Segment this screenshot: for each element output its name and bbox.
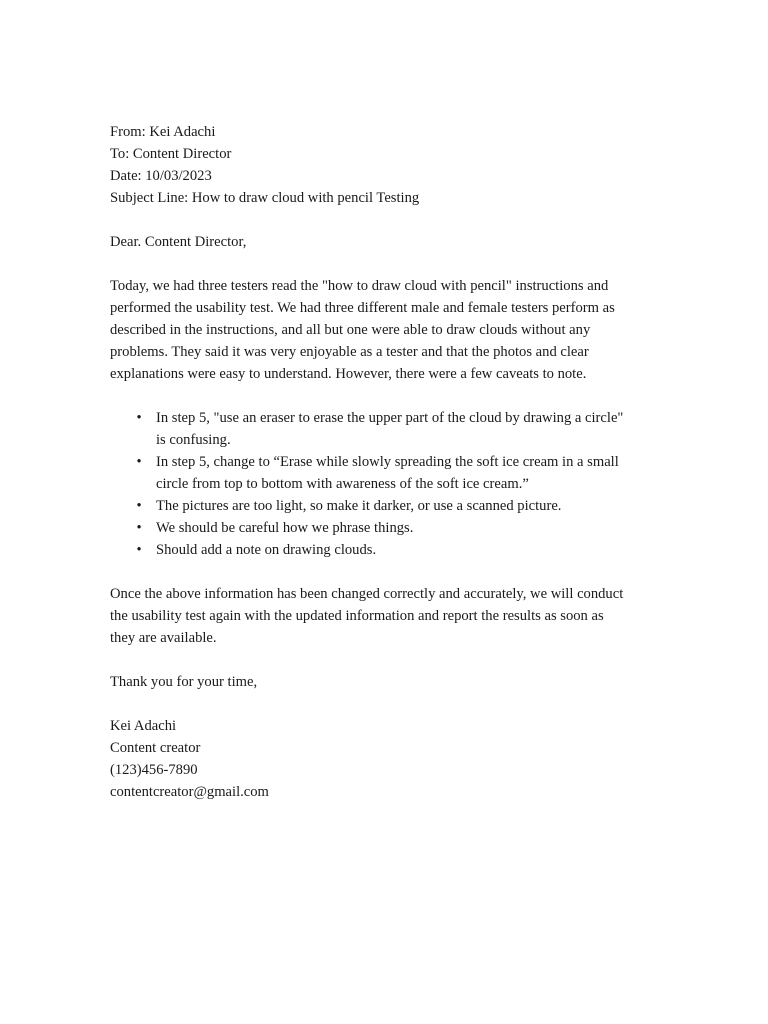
closing-text: Thank you for your time,	[110, 674, 258, 690]
followup-line: the usability test again with the updated information and report the results as soon as	[110, 608, 604, 624]
caveat-list	[110, 407, 662, 561]
list-item-text: Should add a note on drawing clouds.	[156, 542, 377, 558]
list-item-text: In step 5, "use an eraser to erase the upper part of the cloud by drawing a circle"	[156, 410, 624, 426]
list-item	[110, 517, 662, 539]
memo-from: From: Kei Adachi	[110, 124, 216, 140]
intro-line: problems. They said it was very enjoyable as a tester and that the photos and clear	[110, 344, 589, 360]
memo-content	[110, 121, 662, 803]
memo-date: Date: 10/03/2023	[110, 168, 212, 184]
bullet-icon: •	[136, 454, 142, 470]
list-item	[110, 451, 662, 495]
memo-to: To: Content Director	[110, 146, 232, 162]
list-item	[110, 539, 662, 561]
list-item-text: The pictures are too light, so make it darker, or use a scanned picture.	[156, 498, 562, 514]
signature-block	[110, 715, 662, 803]
salutation-text: Dear. Content Director,	[110, 234, 247, 250]
signature-email: contentcreator@gmail.com	[110, 784, 269, 800]
list-item-text: circle from top to bottom with awareness of the soft ice cream.”	[156, 476, 529, 492]
signature-title: Content creator	[110, 740, 201, 756]
list-item-text: We should be careful how we phrase things.	[156, 520, 414, 536]
intro-paragraph	[110, 275, 662, 385]
intro-line: explanations were easy to understand. However, there were a few caveats to note.	[110, 366, 587, 382]
closing	[110, 671, 662, 693]
followup-line: they are available.	[110, 630, 217, 646]
bullet-icon: •	[136, 520, 142, 536]
signature-name: Kei Adachi	[110, 718, 177, 734]
intro-line: performed the usability test. We had three different male and female testers perform as	[110, 300, 615, 316]
memo-header	[110, 121, 662, 209]
bullet-icon: •	[136, 498, 142, 514]
bullet-icon: •	[136, 542, 142, 558]
salutation	[110, 231, 662, 253]
bullet-icon: •	[136, 410, 142, 426]
list-item	[110, 495, 662, 517]
list-item	[110, 407, 662, 451]
memo-subject: Subject Line: How to draw cloud with pencil Testing	[110, 190, 420, 206]
followup-paragraph	[110, 583, 662, 649]
intro-line: described in the instructions, and all but one were able to draw clouds without any	[110, 322, 591, 338]
signature-phone: (123)456-7890	[110, 762, 198, 778]
list-item-text: In step 5, change to “Erase while slowly spreading the soft ice cream in a small	[156, 454, 619, 470]
list-item-text: is confusing.	[156, 432, 231, 448]
followup-line: Once the above information has been changed correctly and accurately, we will conduct	[110, 586, 624, 602]
intro-line: Today, we had three testers read the "how to draw cloud with pencil" instructions and	[110, 278, 609, 294]
